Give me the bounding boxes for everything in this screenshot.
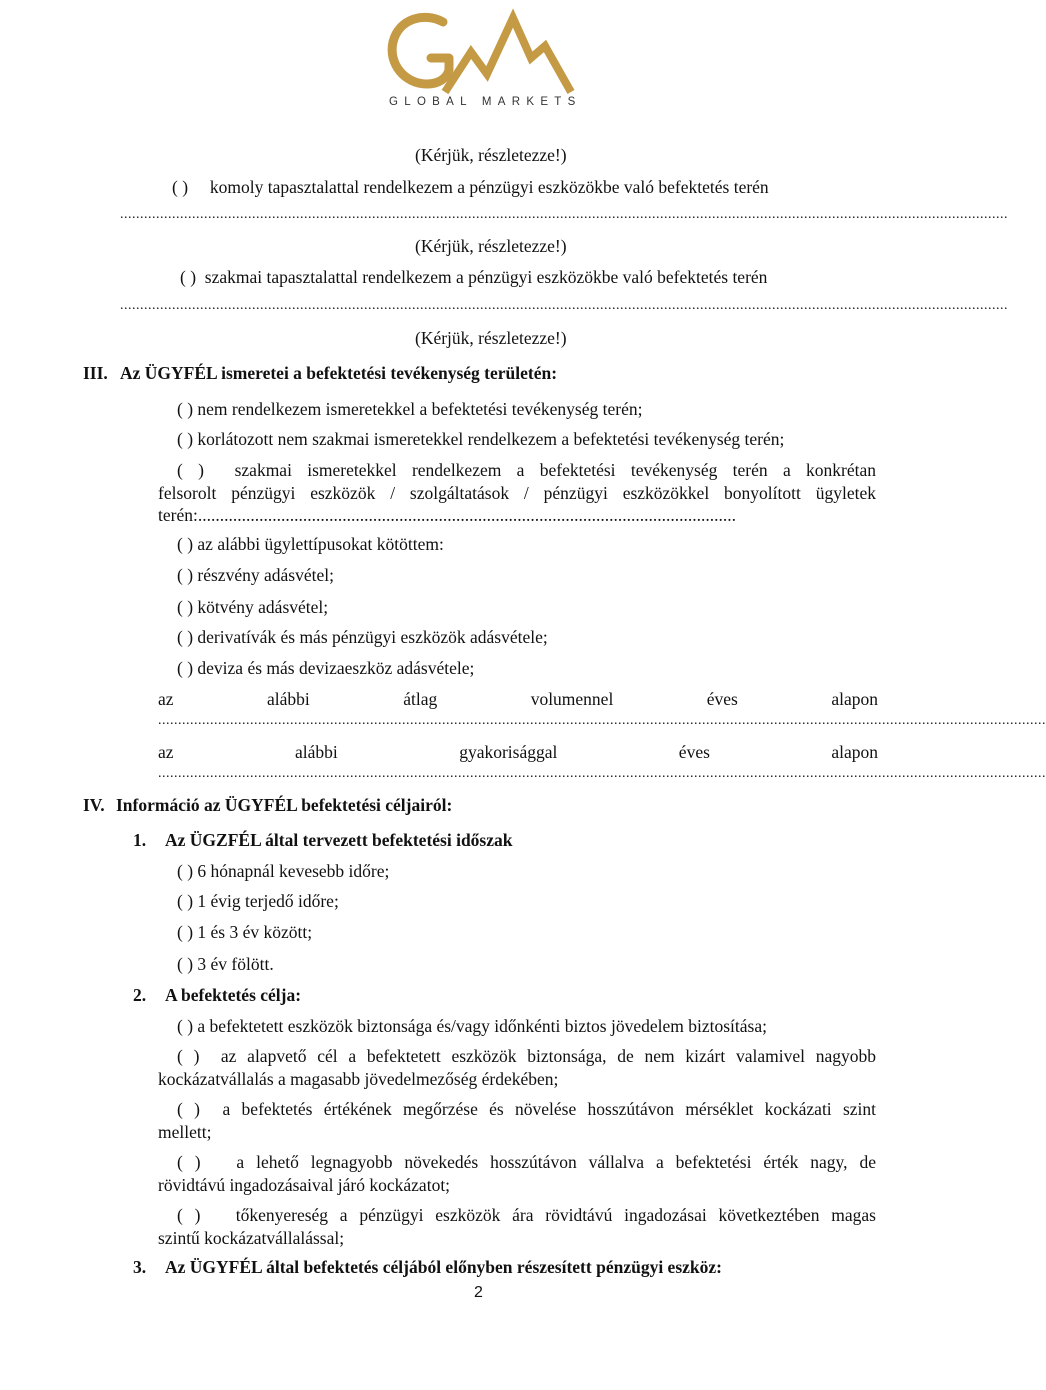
q2-option-novekedes[interactable] <box>158 1151 876 1196</box>
option-reszveny[interactable]: ( ) részvény adásvétel; <box>177 565 334 585</box>
q2-option-ertek-megorzes-line-2: mellett; <box>158 1121 212 1142</box>
option-ugylettipusok[interactable]: ( ) az alábbi ügylettípusokat kötöttem: <box>177 534 444 554</box>
gyakorisag-word: alapon <box>831 742 878 762</box>
option-szakmai-ismeret-line-2: felsorolt pénzügyi eszközök / szolgáltatások / pénzügyi eszközökkel bonyolított ügyletek <box>158 482 876 503</box>
gyakorisag-word: gyakorisággal <box>459 742 558 762</box>
q1-option-6-honap[interactable]: ( ) 6 hónapnál kevesebb időre; <box>177 861 390 881</box>
fill-line-volumen[interactable]: .............................................................................................................................................................................................................................. <box>158 713 1046 728</box>
q2-option-novekedes-line-2: rövidtávú ingadozásaival járó kockázatot; <box>158 1174 451 1195</box>
q2-option-alapveto-cel[interactable] <box>158 1045 876 1090</box>
gyakorisag-word: az <box>158 742 174 762</box>
fill-line-gyakorisag[interactable]: .............................................................................................................................................................................................................................. <box>158 766 1046 781</box>
logo-wordmark: GLOBAL MARKETS <box>389 96 582 108</box>
volumen-word: átlag <box>403 689 438 709</box>
q2-option-tokenyereseg-line-2: szintű kockázatvállalással; <box>158 1227 345 1248</box>
option-deviza[interactable]: ( ) deviza és más devizaeszköz adásvétele; <box>177 658 475 678</box>
question-1-number: 1. <box>133 830 147 850</box>
section-4-number: IV. <box>83 795 105 815</box>
q2-option-biztonsag[interactable]: ( ) a befektetett eszközök biztonsága és/vagy időnkénti biztos jövedelem biztosítása; <box>177 1016 767 1036</box>
section-4-title: Információ az ÜGYFÉL befektetési céljairól: <box>116 795 453 815</box>
q1-option-1-ev[interactable]: ( ) 1 évig terjedő időre; <box>177 891 339 911</box>
fill-line-1[interactable]: .............................................................................................................................................................................................................................. <box>120 207 1008 222</box>
q2-option-ertek-megorzes[interactable] <box>158 1098 876 1143</box>
fill-line-2[interactable]: .............................................................................................................................................................................................................................. <box>120 298 1008 313</box>
option-szakmai-ismeret-line-1: ( ) szakmai ismeretekkel rendelkezem a befektetési tevékenység terén a konkrétan <box>177 460 876 480</box>
company-logo <box>385 8 585 113</box>
volumen-line <box>158 688 878 710</box>
volumen-word: alábbi <box>267 689 310 709</box>
option-komoly-tapasztalat[interactable]: ( ) komoly tapasztalattal rendelkezem a pénzügyi eszközökbe való befektetés terén <box>172 177 769 197</box>
gyakorisag-word: alábbi <box>294 742 338 762</box>
q2-option-ertek-megorzes-line-1: ( ) a befektetés értékének megőrzése és növelése hosszútávon mérséklet kockázati szint <box>177 1099 876 1119</box>
gyakorisag-word: éves <box>678 742 710 762</box>
q2-option-tokenyereseg-line-1: ( ) tőkenyereség a pénzügyi eszközök ára rövidtávú ingadozásai következtében magas <box>177 1205 876 1225</box>
detail-request-2: (Kérjük, részletezze!) <box>415 236 567 256</box>
section-3-number: III. <box>83 363 108 383</box>
option-szakmai-ismeret-line-3: terén:........................................................................................................................... <box>158 505 736 525</box>
q1-option-3-ev-folott[interactable]: ( ) 3 év fölött. <box>177 954 274 974</box>
section-3-title: Az ÜGYFÉL ismeretei a befektetési tevékenység területén: <box>120 363 558 383</box>
option-szakmai-ismeret[interactable] <box>158 459 876 527</box>
question-3-title: Az ÜGYFÉL által befektetés céljából előnyben részesített pénzügyi eszköz: <box>165 1257 722 1277</box>
volumen-word: éves <box>706 689 738 709</box>
question-2-title: A befektetés célja: <box>165 985 302 1005</box>
detail-request-3: (Kérjük, részletezze!) <box>415 328 567 348</box>
gm-logo-mark-icon <box>385 8 585 98</box>
volumen-word: alapon <box>831 689 878 709</box>
q2-option-tokenyereseg[interactable] <box>158 1204 876 1249</box>
q1-option-1-3-ev[interactable]: ( ) 1 és 3 év között; <box>177 922 313 942</box>
q2-option-alapveto-cel-line-2: kockázatvállalás a magasabb jövedelmezőség érdekében; <box>158 1068 559 1089</box>
option-nem-ismeret[interactable]: ( ) nem rendelkezem ismeretekkel a befektetési tevékenység terén; <box>177 399 643 419</box>
detail-request-1: (Kérjük, részletezze!) <box>415 145 567 165</box>
q2-option-novekedes-line-1: ( ) a lehető legnagyobb növekedés hosszútávon vállalva a befektetési érték nagy, de <box>177 1152 876 1172</box>
volumen-word: volumennel <box>530 689 614 709</box>
q2-option-alapveto-cel-line-1: ( ) az alapvető cél a befektetett eszközök biztonsága, de nem kizárt valamivel nagyobb <box>177 1046 876 1066</box>
option-szakmai-tapasztalat[interactable]: ( ) szakmai tapasztalattal rendelkezem a pénzügyi eszközökbe való befektetés terén <box>180 267 768 287</box>
option-derivativak[interactable]: ( ) derivatívák és más pénzügyi eszközök adásvétele; <box>177 627 548 647</box>
question-3-number: 3. <box>133 1257 147 1277</box>
gyakorisag-line <box>158 741 878 763</box>
option-korlatozott-ismeret[interactable]: ( ) korlátozott nem szakmai ismeretekkel rendelkezem a befektetési tevékenység terén; <box>177 429 785 449</box>
volumen-word: az <box>158 689 174 709</box>
option-kotveny[interactable]: ( ) kötvény adásvétel; <box>177 597 329 617</box>
question-2-number: 2. <box>133 985 147 1005</box>
page-number: 2 <box>474 1284 483 1301</box>
question-1-title: Az ÜGZFÉL által tervezett befektetési időszak <box>165 830 513 850</box>
